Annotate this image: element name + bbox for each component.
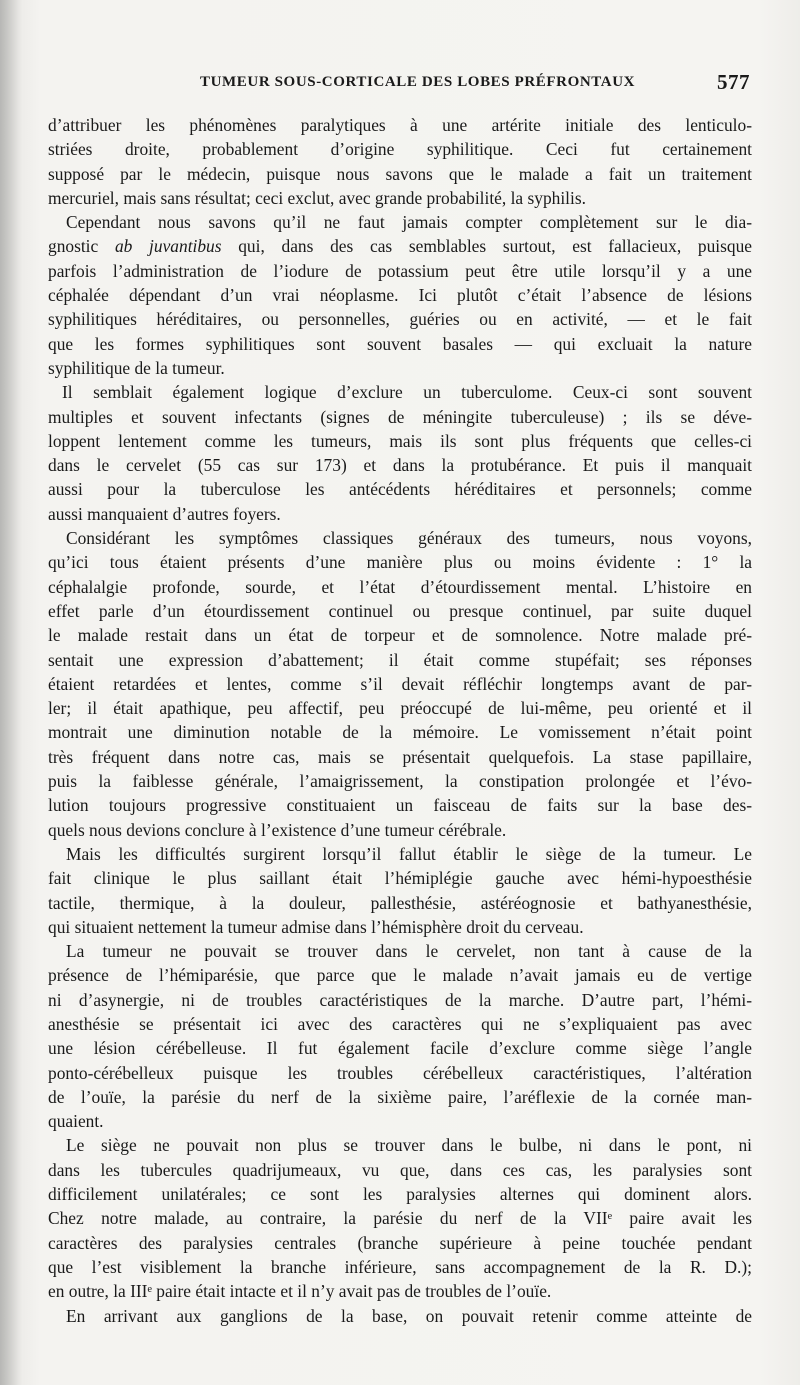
- text-fragment: gnostic: [48, 236, 115, 257]
- text-fragment: qui, dans des cas semblables surtout, est fallacieux, puisque: [221, 236, 752, 257]
- text-line: Chez notre malade, au contraire, la parésie du nerf de la VIIᵉ paire avait les: [48, 1208, 752, 1229]
- text-line: loppent lentement comme les tumeurs, mais ils sont plus fréquents que celles-ci: [48, 430, 752, 451]
- latin-phrase: ab juvantibus: [114, 236, 222, 257]
- text-line: lution toujours progressive constituaient un faisceau de faits sur la base des-: [48, 795, 752, 816]
- paragraph-start-line: En arrivant aux ganglions de la base, on pouvait retenir comme atteinte de: [66, 1305, 752, 1326]
- text-line: en outre, la IIIᵉ paire était intacte et il n’y avait pas de troubles de l’ouïe.: [48, 1281, 552, 1302]
- text-line: dans le cervelet (55 cas sur 173) et dans la protubérance. Et puis il manquait: [48, 455, 752, 476]
- text-line: présence de l’hémiparésie, que parce que le malade n’avait jamais eu de vertige: [48, 965, 752, 986]
- text-line: qui situaient nettement la tumeur admise dans l’hémisphère droit du cerveau.: [48, 916, 584, 937]
- text-line: aussi pour la tuberculose les antécédents héréditaires et personnels; comme: [48, 479, 752, 500]
- text-line: difficilement unilatérales; ce sont les paralysies alternes qui dominent alors.: [48, 1184, 752, 1205]
- text-line: puis la faiblesse générale, l’amaigrissement, la constipation prolongée et l’évo-: [48, 771, 752, 792]
- text-line: tactile, thermique, à la douleur, pallesthésie, astéréognosie et bathyanesthésie,: [48, 892, 752, 913]
- paragraph-start-line: Il semblait également logique d’exclure un tuberculome. Ceux-ci sont souvent: [62, 382, 752, 403]
- text-line: syphilitique de la tumeur.: [48, 357, 225, 378]
- text-line: dans les tubercules quadrijumeaux, vu que, dans ces cas, les paralysies sont: [48, 1159, 752, 1180]
- text-line: caractères des paralysies centrales (branche supérieure à peine touchée pendant: [48, 1232, 752, 1253]
- text-line: d’attribuer les phénomènes paralytiques à une artérite initiale des lenticulo-: [48, 115, 752, 135]
- text-line: une lésion cérébelleuse. Il fut également facile d’exclure comme siège l’angle: [48, 1038, 752, 1059]
- text-line: quels nous devions conclure à l’existence d’une tumeur cérébrale.: [48, 819, 507, 840]
- text-line: supposé par le médecin, puisque nous savons que le malade a fait un traitement: [48, 163, 752, 184]
- text-line: mercuriel, mais sans résultat; ceci exclut, avec grande probabilité, la syphilis.: [48, 187, 586, 208]
- text-line: parfois l’administration de l’iodure de potassium peut être utile lorsqu’il y a une: [48, 260, 752, 281]
- text-line: que l’est visiblement la branche inférieure, sans accompagnement de la R. D.);: [48, 1256, 752, 1277]
- text-line: multiples et souvent infectants (signes de méningite tuberculeuse) ; ils se déve-: [48, 406, 752, 427]
- text-line: céphalalgie profonde, sourde, et l’état d’étourdissement mental. L’histoire en: [48, 576, 752, 597]
- paragraph-start-line: Le siège ne pouvait non plus se trouver dans le bulbe, ni dans le pont, ni: [66, 1135, 752, 1156]
- text-line: [48, 234, 752, 258]
- running-title: TUMEUR SOUS-CORTICALE DES LOBES PRÉFRONTAUX: [200, 74, 636, 90]
- text-line: anesthésie se présentait ici avec des caractères qui ne s’expliquaient pas avec: [48, 1013, 752, 1034]
- text-line: aussi manquaient d’autres foyers.: [48, 503, 281, 524]
- text-line: qu’ici tous étaient présents d’une manière plus ou moins évidente : 1° la: [48, 552, 752, 573]
- text-line: sentait une expression d’abattement; il était comme stupéfait; ses réponses: [48, 649, 752, 670]
- paragraph-start-line: Cependant nous savons qu’il ne faut jamais compter complètement sur le dia-: [66, 212, 752, 233]
- page-header: [48, 70, 752, 98]
- text-line: céphalée dépendant d’un vrai néoplasme. Ici plutôt c’était l’absence de lésions: [48, 285, 752, 306]
- paragraph-start-line: La tumeur ne pouvait se trouver dans le cervelet, non tant à cause de la: [66, 941, 752, 962]
- paragraph-start-line: Mais les difficultés surgirent lorsqu’il fallut établir le siège de la tumeur. Le: [66, 843, 752, 864]
- page-gutter-shadow: [0, 0, 22, 1385]
- text-line: étaient retardées et lentes, comme s’il devait réfléchir longtemps avant de par-: [48, 673, 752, 694]
- text-line: montrait une diminution notable de la mémoire. Le vomissement n’était point: [48, 722, 752, 743]
- text-line: striées droite, probablement d’origine syphilitique. Ceci fut certainement: [48, 139, 752, 160]
- text-line: fait clinique le plus saillant était l’hémiplégie gauche avec hémi-hypoesthésie: [48, 868, 752, 889]
- text-line: ponto-cérébelleux puisque les troubles cérébelleux caractéristiques, l’altération: [48, 1062, 752, 1083]
- text-line: effet parle d’un étourdissement continuel ou presque continuel, par suite duquel: [48, 600, 752, 621]
- text-line: ni d’asynergie, ni de troubles caractéristiques de la marche. D’autre part, l’hémi-: [48, 989, 752, 1010]
- body-text: [48, 113, 752, 1328]
- text-line: syphilitiques héréditaires, ou personnelles, guéries ou en activité, — et le fait: [48, 309, 752, 330]
- text-line: que les formes syphilitiques sont souvent basales — qui excluait la nature: [48, 333, 752, 354]
- page-number: 577: [717, 70, 750, 94]
- text-line: quaient.: [48, 1111, 104, 1132]
- text-line: de l’ouïe, la parésie du nerf de la sixième paire, l’aréflexie de la cornée man-: [48, 1086, 752, 1107]
- text-line: ler; il était apathique, peu affectif, peu préoccupé de lui-même, peu orienté et il: [48, 698, 752, 719]
- text-line: très fréquent dans notre cas, mais se présentait quelquefois. La stase papillaire,: [48, 746, 752, 767]
- paragraph-start-line: Considérant les symptômes classiques généraux des tumeurs, nous voyons,: [66, 528, 752, 549]
- text-line: le malade restait dans un état de torpeur et de somnolence. Notre malade pré-: [48, 625, 752, 646]
